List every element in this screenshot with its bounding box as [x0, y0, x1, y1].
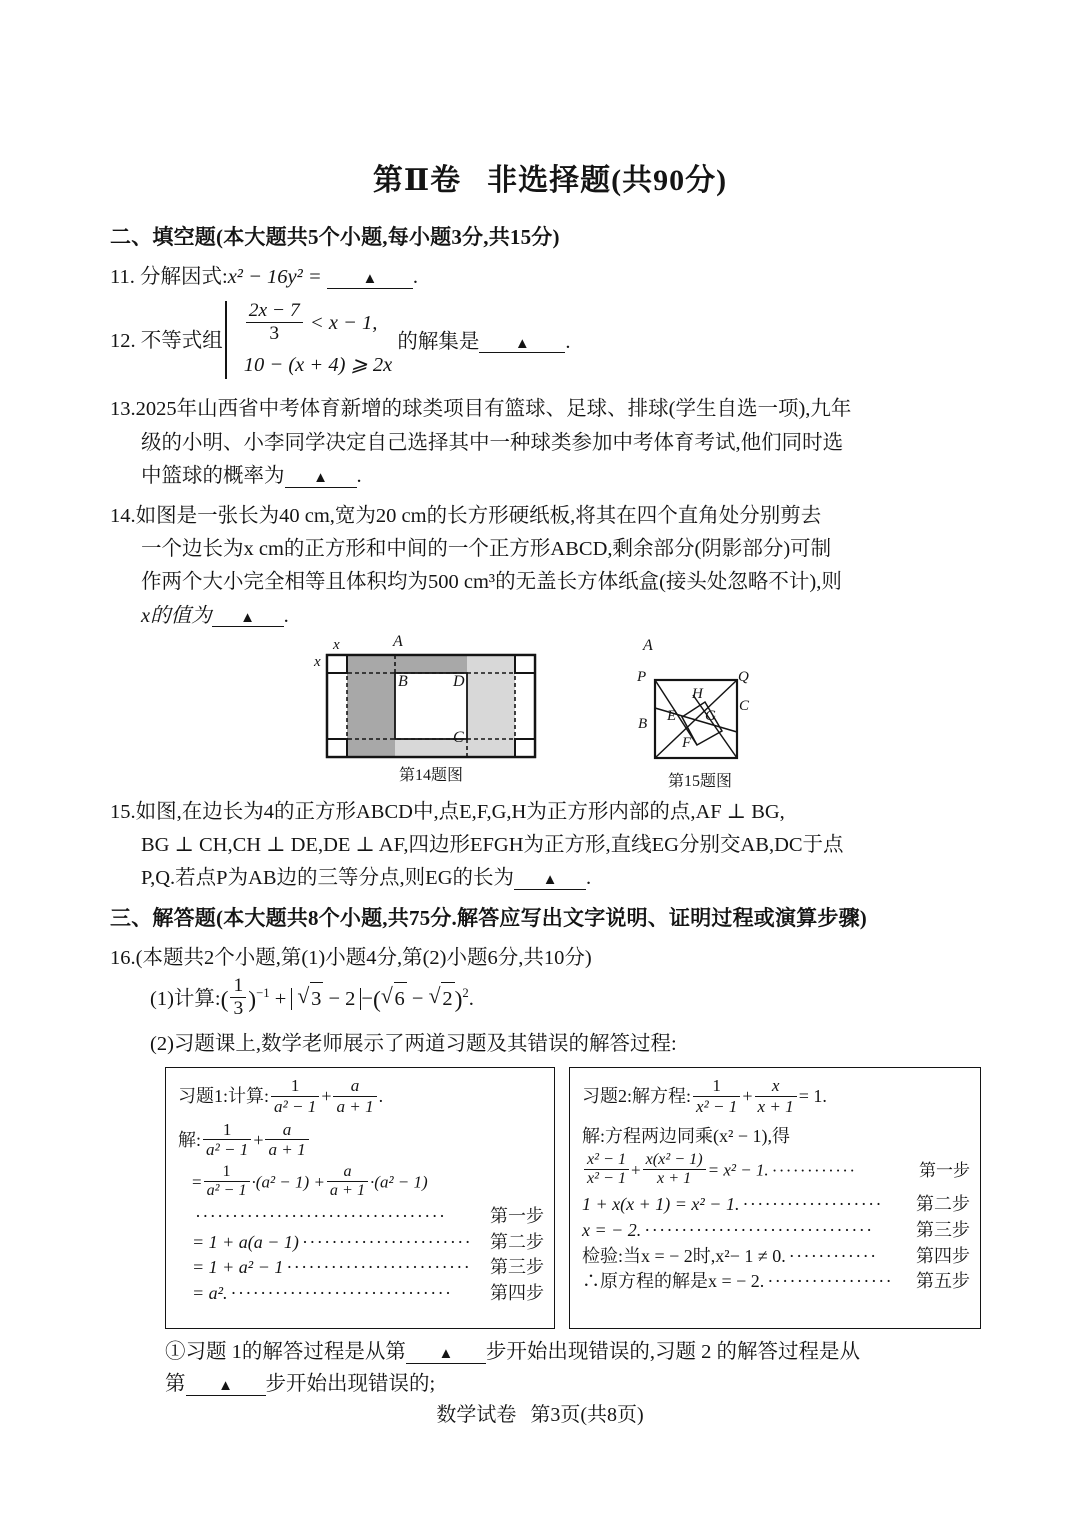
- box2-step1-fraction-2: [643, 1151, 706, 1188]
- section-3-heading: 三、解答题(本大题共8个小题,共75分.解答应写出文字说明、证明过程或演算步骤): [110, 906, 867, 931]
- box1-title-f1-den: a² − 1: [271, 1096, 319, 1116]
- box1-step-4-label: 第四步: [490, 1282, 544, 1303]
- box1-sol-f2-num: a: [282, 1119, 292, 1139]
- box1-sol-plus: +: [253, 1129, 264, 1150]
- question-13-number: 13.: [110, 398, 136, 421]
- box1-step-2-dots: ·······················: [301, 1231, 473, 1252]
- box1-exp-mul-2: ·(a² − 1): [370, 1172, 428, 1192]
- box1-title-f2-num: a: [350, 1076, 360, 1096]
- box2-step1-f2-den: x + 1: [643, 1169, 706, 1188]
- box2-step1-plus: +: [631, 1160, 641, 1180]
- paper-part-label: 第Ⅱ卷: [372, 164, 462, 197]
- box1-title-period: .: [378, 1086, 384, 1107]
- figure-14-label-x-top: x: [333, 636, 340, 653]
- question-12-period: .: [565, 330, 571, 353]
- box1-step-4-lead: = a².: [192, 1282, 228, 1303]
- figure-14-label-B: B: [398, 672, 408, 690]
- box2-step1-f2-num: x(x² − 1): [645, 1151, 703, 1169]
- box2-solve-text: 解:方程两边同乘(x² − 1),得: [582, 1125, 791, 1146]
- question-12-text: 不等式组: [140, 330, 223, 353]
- inequality-1-numerator: 2x − 7: [248, 299, 300, 321]
- absolute-value-group: √ 3 − 2: [291, 988, 361, 1010]
- box1-solution-line: [178, 1119, 544, 1161]
- question-16-tail-part-1: ①习题 1的解答过程是从第: [165, 1341, 406, 1364]
- question-14-number: 14.: [110, 505, 136, 528]
- box2-step-5: [582, 1269, 970, 1295]
- figure-15: [635, 636, 765, 791]
- exercise-boxes: [110, 1067, 990, 1329]
- box1-step-1-label: 第一步: [490, 1206, 544, 1227]
- figure-15-caption: 第15题图: [667, 772, 732, 790]
- question-16-sub-2-text: (2)习题课上,数学老师展示了两道习题及其错误的解答过程:: [150, 1033, 677, 1056]
- question-16-head: (本题共2个小题,第(1)小题4分,第(2)小题6分,共10分): [135, 947, 592, 970]
- question-12-answer-blank[interactable]: ▲: [479, 337, 565, 354]
- question-13-period: .: [356, 464, 362, 487]
- question-12-number: 12.: [110, 330, 136, 353]
- question-16-tail-part-2: 步开始出现错误的,习题 2 的解答过程是从: [485, 1341, 860, 1364]
- box2-step-4-dots: ············: [788, 1245, 878, 1266]
- exercise-box-1: [165, 1067, 555, 1329]
- question-14-line-3: 作两个大小完全相等且体积均为500 cm³的无盖长方体纸盒(接头处忽略不计),则: [141, 571, 842, 594]
- question-16-tail-part-3: 第: [165, 1373, 186, 1396]
- box2-step1-fraction-1: [584, 1151, 629, 1188]
- question-11-number: 11.: [110, 266, 135, 288]
- box2-step-4-lead: 检验:当x = − 2时,x²− 1 ≠ 0.: [582, 1245, 786, 1266]
- figure-14-label-D: D: [453, 672, 465, 690]
- question-13-line-2: 级的小明、小李同学决定自己选择其中一种球类参加中考体育考试,他们同时选: [141, 431, 844, 454]
- box2-title-f1-den: x² − 1: [693, 1096, 740, 1116]
- inequality-1-denominator: 3: [246, 322, 303, 345]
- question-12-text-after: 的解集是: [397, 330, 480, 353]
- figure-14-caption: 第14题图: [398, 766, 463, 784]
- box1-sol-f2-den: a + 1: [265, 1139, 308, 1159]
- question-16-number: 16.: [110, 947, 136, 970]
- box2-step-3: [582, 1218, 970, 1244]
- question-14-line-1: 如图是一张长为40 cm,宽为20 cm的长方形硬纸板,将其在四个直角处分别剪去: [135, 505, 822, 528]
- question-14-line-4-text: x的值为: [141, 604, 212, 627]
- box1-step-2: [178, 1230, 544, 1256]
- question-15-answer-blank[interactable]: ▲: [514, 873, 586, 890]
- question-16-sub-1-period: .: [468, 987, 474, 1010]
- figure-15-label-H: H: [692, 685, 703, 702]
- box2-step1-f1-den: x² − 1: [584, 1169, 629, 1188]
- question-15-line-2: BG ⊥ CH,CH ⊥ DE,DE ⊥ AF,四边形EFGH为正方形,直线EG分别交AB,DC于点: [141, 834, 844, 857]
- page-title: [110, 155, 990, 199]
- box1-step-2-label: 第二步: [490, 1231, 544, 1252]
- box2-title-fraction-1: [693, 1076, 740, 1115]
- box2-step-1-lead: [582, 1153, 769, 1190]
- box2-step-2: [582, 1192, 970, 1218]
- box2-step-3-label: 第三步: [916, 1220, 970, 1241]
- figure-15-label-B: B: [638, 715, 648, 732]
- question-14-line-4: [110, 600, 990, 633]
- question-15-number: 15.: [110, 800, 136, 823]
- box1-exp-fraction-1: [204, 1163, 250, 1200]
- sqrt-6: √ 6: [381, 980, 407, 1015]
- question-15-period: .: [586, 867, 592, 890]
- question-11: [110, 261, 990, 294]
- box1-title-f2-den: a + 1: [333, 1096, 376, 1116]
- exercise-box-2: [569, 1067, 981, 1329]
- box1-sol-fraction-1: [203, 1120, 251, 1159]
- box1-title-f1-num: 1: [290, 1076, 300, 1096]
- box2-step-5-dots: ·················: [767, 1271, 894, 1292]
- inequality-row-2: 10 − (x + 4) ⩾ 2x: [243, 353, 393, 376]
- box1-step-3-dots: ·························: [286, 1257, 472, 1278]
- question-12-tail: [397, 326, 570, 359]
- figure-14-label-A: A: [393, 632, 403, 650]
- figures-row: [110, 632, 990, 790]
- box2-title-prefix: 习题2:解方程:: [582, 1086, 692, 1107]
- box1-exp-f1-num: 1: [222, 1163, 231, 1181]
- question-16-sub-1: (1)计算:( $\frac{1}{3}$ )$^{-1}$ + √ 3 − 2 −( √ 6 − √ 2)$^2$.: [110, 978, 990, 1023]
- question-14-period: .: [283, 604, 289, 627]
- box1-exp-f2-num: a: [343, 1163, 352, 1181]
- box1-step-2-lead: = 1 + a(a − 1): [192, 1231, 299, 1252]
- box1-step-4-dots: ······························: [230, 1282, 453, 1303]
- figure-14-label-x-left: x: [314, 653, 321, 670]
- question-13: [110, 393, 990, 493]
- question-13-line-1: 2025年山西省中考体育新增的球类项目有篮球、足球、排球(学生自选一项),九年: [135, 398, 852, 421]
- figure-14: [314, 632, 537, 785]
- box2-title: [582, 1078, 970, 1117]
- box2-step-1-label: 第一步: [919, 1160, 970, 1180]
- box2-title-f1-num: 1: [712, 1076, 721, 1096]
- box1-step-1-dots: ··································: [195, 1206, 447, 1227]
- box2-step-3-dots: ·······························: [644, 1220, 874, 1241]
- box2-step-4-label: 第四步: [916, 1245, 970, 1266]
- plus-sign: +: [274, 987, 287, 1010]
- question-16-sub-2: [110, 1028, 990, 1061]
- figure-15-label-E: E: [667, 707, 677, 724]
- footer-page-number: 第3页(共8页): [530, 1404, 644, 1426]
- box1-title-fraction-1: [271, 1076, 319, 1115]
- inequality-row-1: [237, 299, 392, 350]
- box2-title-f2-num: x: [771, 1076, 780, 1096]
- question-16-tail-part-4: 步开始出现错误的;: [265, 1373, 436, 1396]
- box2-title-plus: +: [742, 1086, 753, 1107]
- question-13-line-3-text: 中篮球的概率为: [141, 464, 285, 487]
- box2-step-2-dots: ···················: [742, 1194, 883, 1215]
- box1-expand-line: [178, 1165, 544, 1202]
- box2-step1-rhs: = x² − 1.: [707, 1160, 769, 1180]
- one-third-fraction: [230, 975, 246, 1020]
- box2-title-fraction-2: [755, 1076, 797, 1115]
- paren2-open: (: [372, 986, 381, 1013]
- page-content: [110, 155, 990, 1408]
- question-15-line-1: 如图,在边长为4的正方形ABCD中,点E,F,G,H为正方形内部的点,AF ⊥ BG,: [135, 800, 785, 823]
- question-11-expression: x² − 16y² =: [227, 266, 322, 288]
- box2-step-1-dots: ············: [771, 1160, 857, 1180]
- box2-step-4: [582, 1244, 970, 1270]
- box1-title: [178, 1078, 544, 1117]
- box1-step-4: [178, 1281, 544, 1307]
- question-16-sub-1-prefix: (1)计算:: [150, 987, 221, 1010]
- paren-close: ): [248, 986, 257, 1013]
- box1-sol-f1-num: 1: [222, 1119, 232, 1139]
- question-11-text: 分解因式:: [140, 266, 228, 288]
- box1-exp-mul-1: ·(a² − 1) +: [251, 1172, 325, 1192]
- box1-equals: =: [192, 1172, 202, 1192]
- box2-step-5-label: 第五步: [916, 1271, 970, 1292]
- one-third-numerator: 1: [233, 975, 244, 997]
- question-16-tail: [110, 1337, 990, 1401]
- one-third-denominator: 3: [230, 997, 246, 1020]
- figure-15-label-Q: Q: [738, 668, 749, 685]
- paper-part-subtitle: 非选择题(共90分): [487, 164, 728, 197]
- sqrt-3: √ 3: [297, 980, 323, 1015]
- paren2-close: ): [454, 986, 463, 1013]
- page-footer: [0, 1398, 1080, 1427]
- figure-15-label-F: F: [682, 734, 692, 751]
- question-13-line-3: [110, 460, 990, 493]
- inequality-system: [225, 299, 392, 381]
- exponent-two: 2: [462, 985, 469, 1000]
- exponent-minus-one: −1: [256, 985, 270, 1000]
- box1-step-3-label: 第三步: [490, 1257, 544, 1278]
- figure-15-label-P: P: [637, 668, 647, 685]
- minus-sign: −: [361, 987, 373, 1010]
- box1-title-plus: +: [321, 1086, 332, 1107]
- box1-step-1: [178, 1204, 544, 1230]
- question-14: [110, 500, 990, 633]
- figure-14-label-C: C: [453, 728, 464, 746]
- question-15-line-3-text: P,Q.若点P为AB边的三等分点,则EG的长为: [141, 867, 515, 890]
- box1-title-fraction-2: [333, 1076, 376, 1115]
- question-16: [110, 942, 990, 975]
- question-16-tail-line-2: [165, 1369, 990, 1401]
- box2-step-2-label: 第二步: [916, 1194, 970, 1215]
- box2-step-1: [582, 1153, 970, 1190]
- box1-step-3: [178, 1255, 544, 1281]
- sqrt-2: √ 2: [429, 980, 455, 1015]
- box2-solve-line: [582, 1124, 970, 1150]
- box1-exp-f1-den: a² − 1: [204, 1181, 250, 1200]
- question-15: [110, 796, 990, 896]
- paren-open: (: [220, 986, 229, 1013]
- section-2-heading: 二、填空题(本大题共5个小题,每小题3分,共15分): [110, 225, 560, 249]
- box2-step-3-lead: x = − 2.: [582, 1220, 642, 1241]
- box1-step-3-lead: = 1 + a² − 1: [192, 1257, 284, 1278]
- question-15-line-3: [110, 862, 990, 895]
- figure-15-label-A: A: [643, 636, 653, 654]
- box2-step1-f1-num: x² − 1: [587, 1151, 627, 1169]
- question-14-line-2: 一个边长为x cm的正方形和中间的一个正方形ABCD,剩余部分(阴影部分)可制: [141, 538, 832, 561]
- figure-14-drawing: [325, 653, 537, 759]
- box1-solve-label: 解:: [178, 1129, 202, 1150]
- inequality-1-rhs: < x − 1,: [309, 312, 378, 335]
- inequality-1-fraction: [246, 300, 303, 345]
- figure-15-label-G: G: [705, 707, 716, 724]
- box2-title-eq: = 1.: [798, 1086, 827, 1107]
- box1-exp-fraction-2: [327, 1163, 368, 1200]
- box1-sol-fraction-2: [265, 1120, 308, 1159]
- box2-step-2-lead: 1 + x(x + 1) = x² − 1.: [582, 1194, 740, 1215]
- question-16-blank-2[interactable]: ▲: [186, 1379, 266, 1396]
- box2-title-f2-den: x + 1: [755, 1096, 797, 1116]
- figure-15-label-C: C: [739, 697, 750, 714]
- footer-subject: 数学试卷: [436, 1404, 517, 1426]
- box1-title-prefix: 习题1:计算:: [178, 1086, 270, 1107]
- question-16-blank-1[interactable]: ▲: [406, 1347, 486, 1364]
- question-11-period: .: [412, 266, 418, 288]
- box1-exp-f2-den: a + 1: [327, 1181, 368, 1200]
- box2-step-5-lead: ∴原方程的解是x = − 2.: [582, 1271, 765, 1292]
- question-11-answer-blank[interactable]: ▲: [327, 272, 413, 289]
- box1-sol-f1-den: a² − 1: [203, 1139, 251, 1159]
- question-14-answer-blank[interactable]: ▲: [212, 611, 284, 628]
- question-12: [110, 301, 990, 383]
- question-13-answer-blank[interactable]: ▲: [285, 471, 357, 488]
